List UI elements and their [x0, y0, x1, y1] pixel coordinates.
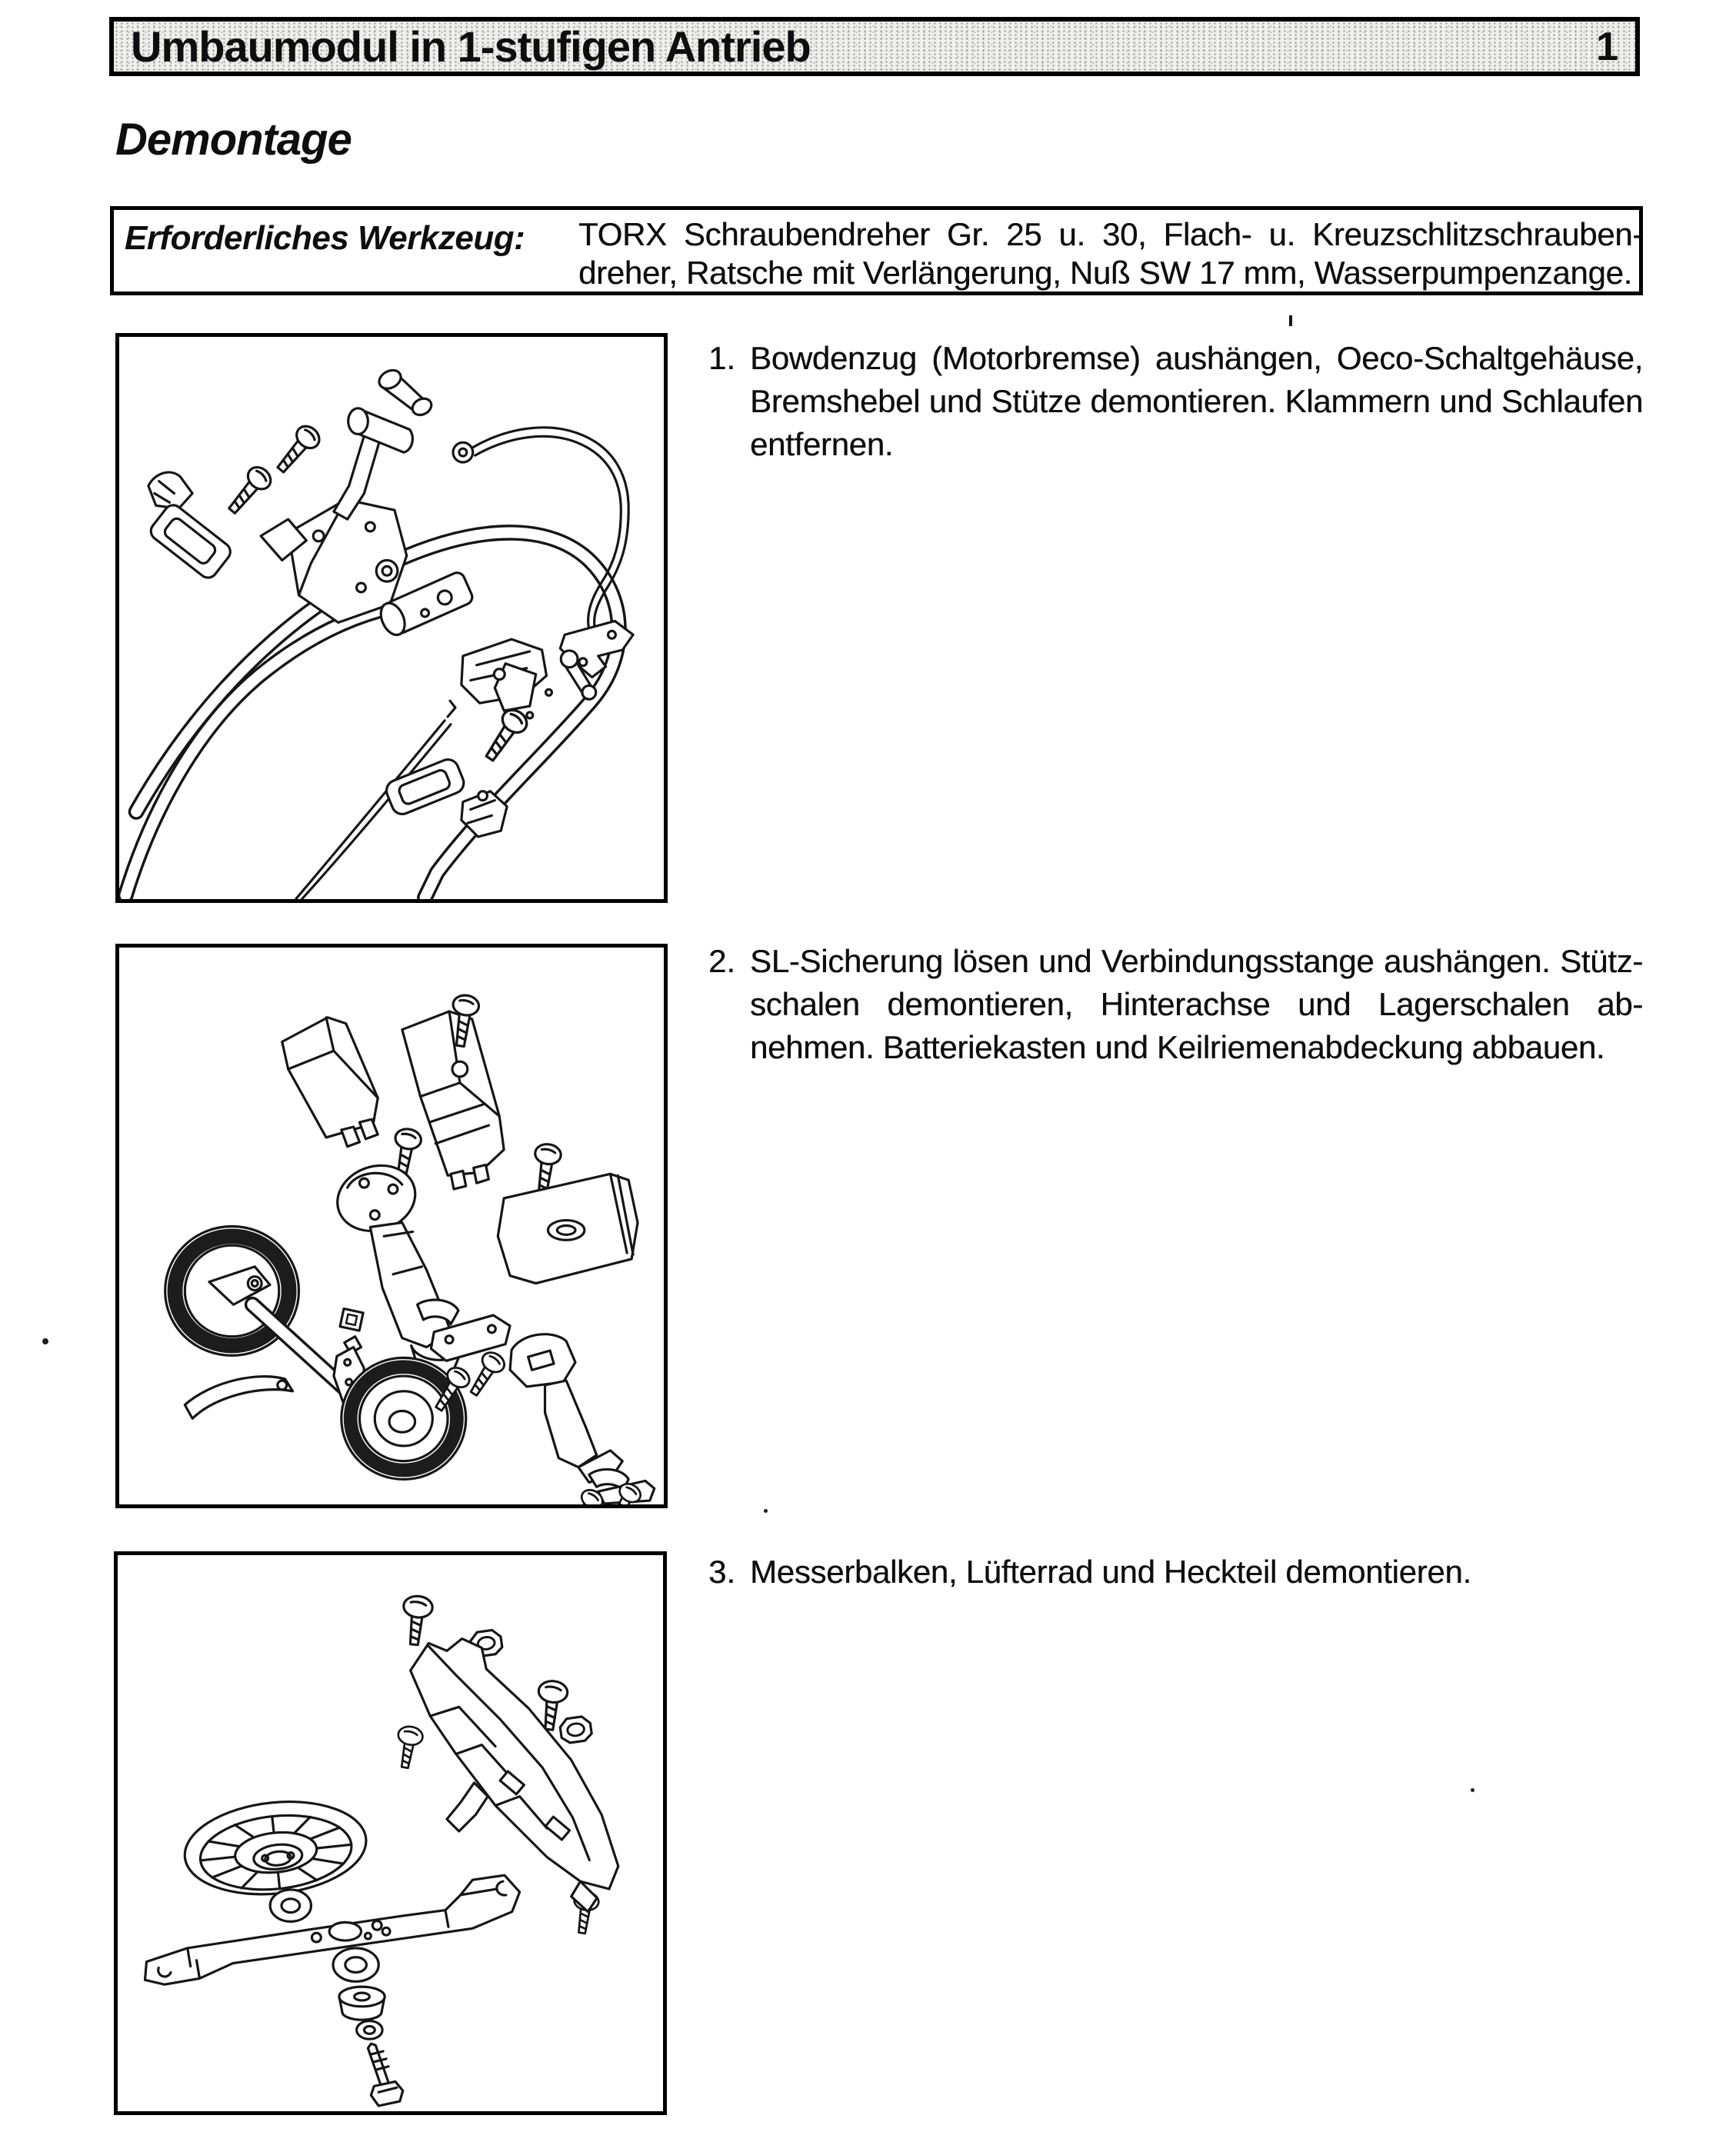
step-1-line: entfernen.: [750, 426, 894, 462]
step-2-number: 2.: [708, 943, 736, 979]
step-2: [708, 940, 1643, 1069]
step-3-number: 3.: [708, 1554, 736, 1590]
figure-1-illustration: [119, 337, 664, 899]
step-3-text: [750, 1551, 1643, 1594]
step-2-text: [750, 940, 1643, 1069]
tools-text-line: dreher, Ratsche mit Verlängerung, Nuß SW 17 mm, Wasserpumpenzange.: [578, 255, 1632, 291]
required-tools-box: [110, 206, 1643, 295]
tools-text-line: TORX Schraubendreher Gr. 25 u. 30, Flach- u. Kreuzschlitzschrauben-: [578, 216, 1643, 252]
page-number: 1: [1596, 24, 1618, 69]
figure-3-blade-exploded: [114, 1551, 667, 2115]
section-heading: Demontage: [115, 115, 352, 165]
step-1-number: 1.: [708, 340, 736, 376]
step-2-line: SL-Sicherung lösen und Verbindungsstange aushängen. Stütz-: [750, 943, 1643, 979]
figure-2-illustration: [119, 948, 664, 1504]
figure-1-handlebar-exploded: [115, 333, 668, 903]
tools-text: [578, 215, 1643, 292]
step-1-line: Bremshebel und Stütze demontieren. Klammern und Schlaufen: [750, 383, 1643, 419]
step-1-text: [750, 337, 1643, 466]
step-1-line: Bowdenzug (Motorbremse) aushängen, Oeco-Schaltgehäuse,: [750, 340, 1643, 376]
scan-speck: [1289, 315, 1292, 326]
step-2-line: schalen demontieren, Hinterachse und Lagerschalen ab-: [750, 986, 1643, 1022]
figure-3-illustration: [118, 1555, 663, 2111]
page-title: Umbaumodul in 1-stufigen Antrieb: [131, 22, 811, 71]
tools-label: Erforderliches Werkzeug:: [125, 219, 525, 257]
figure-2-axle-exploded: [115, 944, 668, 1508]
step-1: [708, 337, 1643, 466]
scan-speck: [1471, 1788, 1474, 1792]
step-3-line: Messerbalken, Lüfterrad und Heckteil demontieren.: [750, 1554, 1471, 1590]
step-3: [708, 1551, 1643, 1594]
scan-speck: [764, 1509, 768, 1513]
step-2-line: nehmen. Batteriekasten und Keilriemenabdeckung abbauen.: [750, 1029, 1605, 1065]
page-header-bar: [109, 17, 1640, 76]
scan-speck: [42, 1338, 48, 1344]
